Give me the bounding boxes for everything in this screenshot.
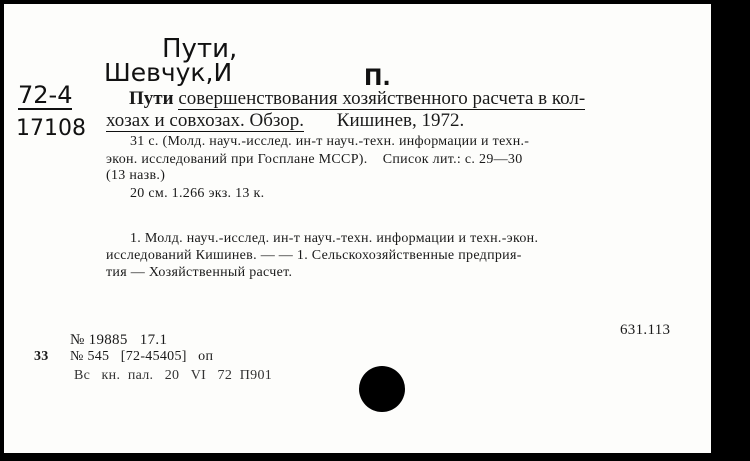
title-line-2 (106, 110, 464, 132)
handwritten-author: Шевчук,И (104, 58, 233, 87)
subjects-line-2: исследований Кишинев. — — 1. Сельскохозяйственные предприя- (106, 248, 522, 263)
description-line-3: (13 назв.) (106, 168, 166, 183)
classification-number: 631.113 (620, 322, 671, 338)
order-prefix: 33 (34, 349, 49, 364)
handwritten-class-code: 72-4 (18, 81, 73, 109)
punch-hole (359, 366, 405, 412)
catalog-card (4, 4, 711, 453)
description-line-1: 31 с. (Молд. науч.-исслед. ин-т науч.-техн. информации и техн.- (130, 134, 530, 149)
title-rest: совершенствования хозяйственного расчета в кол- (178, 88, 586, 109)
place-year: Кишинев, 1972. (336, 110, 465, 131)
handwritten-title: Пути, (162, 34, 238, 64)
subjects-line-3: тия — Хозяйственный расчет. (106, 265, 293, 280)
order-line: № 545 [72-45405] оп (70, 349, 214, 364)
subjects-line-1: 1. Молд. науч.-исслед. ин-т науч.-техн. информации и техн.-экон. (130, 231, 539, 246)
title-heading: Пути (129, 88, 174, 109)
card-number: № 19885 17.1 (70, 332, 168, 348)
chamber-date-line: Вс кн. пал. 20 VI 72 П901 (74, 368, 273, 383)
scan-border (714, 0, 750, 461)
title-line-1 (129, 88, 585, 110)
handwritten-letter: П. (364, 66, 391, 91)
handwritten-inventory: 17108 (16, 116, 86, 141)
title-continued: хозах и совхозах. Обзор. (106, 110, 305, 131)
description-line-4: 20 см. 1.266 экз. 13 к. (130, 186, 265, 201)
description-line-2: экон. исследований при Госплане МССР). Список лит.: с. 29—30 (106, 152, 523, 167)
